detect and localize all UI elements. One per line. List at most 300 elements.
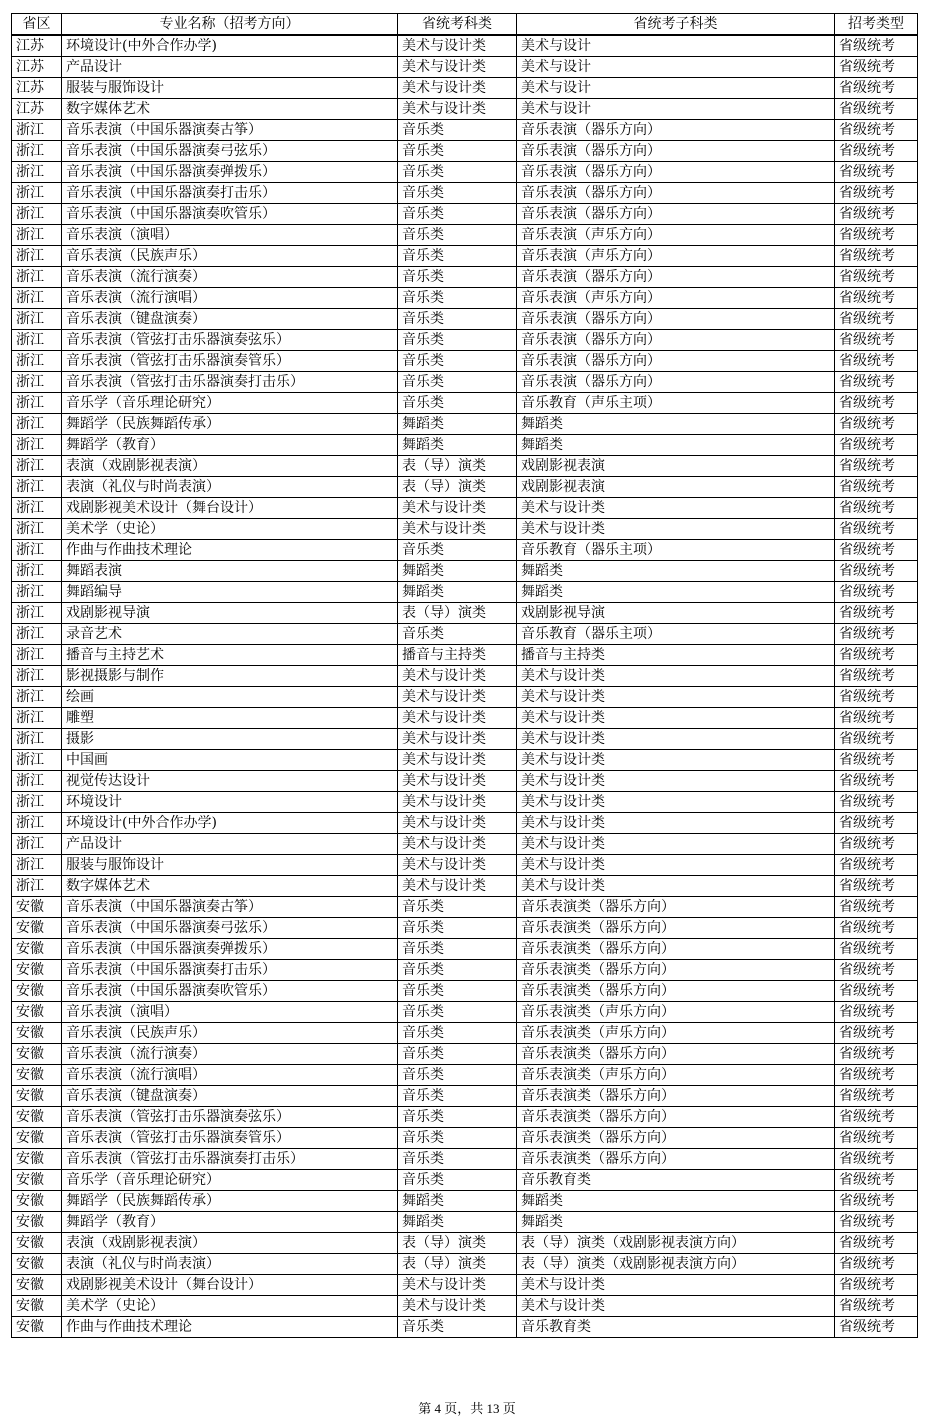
table-row: [12, 225, 918, 246]
cell-category: 音乐类: [398, 1317, 517, 1338]
cell-exam-type: 省级统考: [835, 1128, 918, 1149]
cell-major: 音乐表演（键盘演奏）: [62, 1086, 398, 1107]
table-row: [12, 603, 918, 624]
cell-major: 服装与服饰设计: [62, 855, 398, 876]
cell-province: 浙江: [12, 477, 62, 498]
cell-subcategory: 音乐表演（器乐方向）: [517, 372, 835, 393]
cell-category: 美术与设计类: [398, 1296, 517, 1317]
cell-subcategory: 美术与设计类: [517, 519, 835, 540]
cell-major: 表演（戏剧影视表演）: [62, 456, 398, 477]
cell-exam-type: 省级统考: [835, 309, 918, 330]
cell-subcategory: 音乐表演类（器乐方向）: [517, 918, 835, 939]
cell-major: 音乐表演（民族声乐）: [62, 1023, 398, 1044]
cell-province: 浙江: [12, 540, 62, 561]
cell-major: 产品设计: [62, 834, 398, 855]
table-row: [12, 708, 918, 729]
cell-major: 音乐表演（中国乐器演奏弓弦乐）: [62, 918, 398, 939]
cell-exam-type: 省级统考: [835, 351, 918, 372]
cell-category: 美术与设计类: [398, 708, 517, 729]
cell-province: 浙江: [12, 330, 62, 351]
cell-province: 安徽: [12, 1065, 62, 1086]
cell-exam-type: 省级统考: [835, 1044, 918, 1065]
table-row: [12, 99, 918, 120]
cell-major: 音乐表演（键盘演奏）: [62, 309, 398, 330]
cell-subcategory: 音乐表演（器乐方向）: [517, 351, 835, 372]
cell-category: 音乐类: [398, 267, 517, 288]
cell-exam-type: 省级统考: [835, 519, 918, 540]
cell-province: 安徽: [12, 1086, 62, 1107]
cell-exam-type: 省级统考: [835, 1296, 918, 1317]
cell-province: 安徽: [12, 1002, 62, 1023]
cell-subcategory: 音乐表演类（器乐方向）: [517, 981, 835, 1002]
table-row: [12, 1065, 918, 1086]
cell-province: 江苏: [12, 57, 62, 78]
table-row: [12, 813, 918, 834]
cell-major: 音乐表演（管弦打击乐器演奏管乐）: [62, 351, 398, 372]
cell-subcategory: 美术与设计类: [517, 1296, 835, 1317]
cell-major: 音乐表演（流行演唱）: [62, 1065, 398, 1086]
cell-category: 音乐类: [398, 120, 517, 141]
table-row: [12, 57, 918, 78]
cell-category: 音乐类: [398, 393, 517, 414]
cell-category: 音乐类: [398, 288, 517, 309]
cell-major: 音乐学（音乐理论研究）: [62, 393, 398, 414]
table-body: [12, 35, 918, 1338]
cell-exam-type: 省级统考: [835, 372, 918, 393]
cell-category: 美术与设计类: [398, 792, 517, 813]
cell-exam-type: 省级统考: [835, 1023, 918, 1044]
cell-major: 音乐表演（演唱）: [62, 1002, 398, 1023]
table-row: [12, 288, 918, 309]
cell-category: 舞蹈类: [398, 561, 517, 582]
cell-province: 安徽: [12, 1317, 62, 1338]
cell-subcategory: 美术与设计类: [517, 687, 835, 708]
cell-subcategory: 美术与设计类: [517, 729, 835, 750]
cell-subcategory: 音乐表演类（器乐方向）: [517, 960, 835, 981]
table-row: [12, 1317, 918, 1338]
cell-exam-type: 省级统考: [835, 1275, 918, 1296]
cell-province: 浙江: [12, 162, 62, 183]
cell-major: 舞蹈学（教育）: [62, 435, 398, 456]
cell-subcategory: 美术与设计类: [517, 498, 835, 519]
cell-category: 美术与设计类: [398, 855, 517, 876]
cell-subcategory: 音乐表演（器乐方向）: [517, 330, 835, 351]
cell-subcategory: 美术与设计: [517, 78, 835, 99]
cell-category: 音乐类: [398, 960, 517, 981]
cell-category: 表（导）演类: [398, 477, 517, 498]
cell-exam-type: 省级统考: [835, 330, 918, 351]
cell-subcategory: 美术与设计: [517, 57, 835, 78]
cell-major: 播音与主持艺术: [62, 645, 398, 666]
cell-province: 浙江: [12, 414, 62, 435]
cell-subcategory: 舞蹈类: [517, 561, 835, 582]
cell-province: 安徽: [12, 1170, 62, 1191]
table-row: [12, 1002, 918, 1023]
cell-category: 美术与设计类: [398, 813, 517, 834]
cell-exam-type: 省级统考: [835, 141, 918, 162]
cell-major: 服装与服饰设计: [62, 78, 398, 99]
cell-category: 音乐类: [398, 351, 517, 372]
table-row: [12, 120, 918, 141]
cell-exam-type: 省级统考: [835, 729, 918, 750]
cell-category: 音乐类: [398, 183, 517, 204]
table-row: [12, 1128, 918, 1149]
cell-major: 音乐表演（中国乐器演奏打击乐）: [62, 960, 398, 981]
cell-category: 音乐类: [398, 330, 517, 351]
cell-province: 浙江: [12, 456, 62, 477]
cell-category: 表（导）演类: [398, 1254, 517, 1275]
cell-province: 安徽: [12, 939, 62, 960]
cell-province: 浙江: [12, 666, 62, 687]
cell-subcategory: 戏剧影视表演: [517, 456, 835, 477]
table-row: [12, 792, 918, 813]
cell-province: 浙江: [12, 309, 62, 330]
cell-subcategory: 音乐表演（器乐方向）: [517, 120, 835, 141]
table-row: [12, 876, 918, 897]
cell-major: 作曲与作曲技术理论: [62, 540, 398, 561]
cell-subcategory: 音乐表演类（声乐方向）: [517, 1023, 835, 1044]
cell-major: 舞蹈学（教育）: [62, 1212, 398, 1233]
cell-major: 数字媒体艺术: [62, 99, 398, 120]
cell-province: 安徽: [12, 1233, 62, 1254]
cell-major: 戏剧影视美术设计（舞台设计）: [62, 1275, 398, 1296]
cell-major: 音乐表演（中国乐器演奏弓弦乐）: [62, 141, 398, 162]
cell-province: 浙江: [12, 435, 62, 456]
cell-subcategory: 音乐表演类（声乐方向）: [517, 1002, 835, 1023]
cell-province: 浙江: [12, 372, 62, 393]
cell-exam-type: 省级统考: [835, 792, 918, 813]
cell-subcategory: 美术与设计类: [517, 834, 835, 855]
table-row: [12, 1191, 918, 1212]
cell-major: 戏剧影视美术设计（舞台设计）: [62, 498, 398, 519]
cell-subcategory: 音乐表演（声乐方向）: [517, 288, 835, 309]
table-row: [12, 498, 918, 519]
table-row: [12, 750, 918, 771]
table-row: [12, 372, 918, 393]
cell-subcategory: 音乐表演（器乐方向）: [517, 141, 835, 162]
cell-exam-type: 省级统考: [835, 1254, 918, 1275]
table-header-row: [12, 14, 918, 36]
cell-province: 浙江: [12, 813, 62, 834]
cell-subcategory: 美术与设计类: [517, 666, 835, 687]
cell-exam-type: 省级统考: [835, 1002, 918, 1023]
table-row: [12, 645, 918, 666]
table-row: [12, 834, 918, 855]
cell-subcategory: 美术与设计类: [517, 855, 835, 876]
cell-exam-type: 省级统考: [835, 393, 918, 414]
table-row: [12, 897, 918, 918]
cell-exam-type: 省级统考: [835, 624, 918, 645]
cell-category: 音乐类: [398, 918, 517, 939]
table-row: [12, 1233, 918, 1254]
cell-province: 安徽: [12, 1107, 62, 1128]
cell-major: 音乐表演（管弦打击乐器演奏弦乐）: [62, 1107, 398, 1128]
cell-subcategory: 音乐表演（声乐方向）: [517, 225, 835, 246]
cell-major: 表演（戏剧影视表演）: [62, 1233, 398, 1254]
table-row: [12, 477, 918, 498]
cell-major: 音乐表演（演唱）: [62, 225, 398, 246]
cell-category: 音乐类: [398, 540, 517, 561]
cell-category: 美术与设计类: [398, 750, 517, 771]
table-row: [12, 246, 918, 267]
cell-exam-type: 省级统考: [835, 204, 918, 225]
cell-category: 音乐类: [398, 225, 517, 246]
cell-category: 音乐类: [398, 897, 517, 918]
cell-subcategory: 美术与设计类: [517, 1275, 835, 1296]
table-row: [12, 1254, 918, 1275]
table-row: [12, 981, 918, 1002]
cell-category: 播音与主持类: [398, 645, 517, 666]
cell-exam-type: 省级统考: [835, 1191, 918, 1212]
enrollment-table: [11, 13, 918, 1338]
cell-province: 浙江: [12, 267, 62, 288]
cell-subcategory: 音乐教育（声乐主项）: [517, 393, 835, 414]
table-row: [12, 1170, 918, 1191]
table-row: [12, 309, 918, 330]
table-row: [12, 330, 918, 351]
cell-subcategory: 戏剧影视导演: [517, 603, 835, 624]
cell-major: 音乐表演（管弦打击乐器演奏打击乐）: [62, 1149, 398, 1170]
cell-category: 音乐类: [398, 141, 517, 162]
table-row: [12, 582, 918, 603]
cell-major: 环境设计(中外合作办学): [62, 35, 398, 57]
cell-exam-type: 省级统考: [835, 1233, 918, 1254]
cell-subcategory: 音乐表演类（器乐方向）: [517, 1086, 835, 1107]
cell-province: 浙江: [12, 183, 62, 204]
cell-major: 摄影: [62, 729, 398, 750]
cell-exam-type: 省级统考: [835, 918, 918, 939]
cell-exam-type: 省级统考: [835, 414, 918, 435]
cell-major: 舞蹈学（民族舞蹈传承）: [62, 414, 398, 435]
table-row: [12, 414, 918, 435]
cell-subcategory: 音乐表演类（器乐方向）: [517, 1107, 835, 1128]
cell-exam-type: 省级统考: [835, 855, 918, 876]
header-province: 省区: [12, 14, 62, 36]
cell-exam-type: 省级统考: [835, 834, 918, 855]
cell-major: 音乐表演（中国乐器演奏吹管乐）: [62, 981, 398, 1002]
table-row: [12, 519, 918, 540]
cell-category: 音乐类: [398, 162, 517, 183]
cell-major: 音乐表演（中国乐器演奏弹拨乐）: [62, 939, 398, 960]
cell-major: 环境设计: [62, 792, 398, 813]
cell-major: 音乐表演（中国乐器演奏打击乐）: [62, 183, 398, 204]
cell-province: 浙江: [12, 687, 62, 708]
cell-exam-type: 省级统考: [835, 960, 918, 981]
cell-province: 浙江: [12, 246, 62, 267]
cell-major: 音乐表演（管弦打击乐器演奏打击乐）: [62, 372, 398, 393]
table-row: [12, 729, 918, 750]
cell-province: 江苏: [12, 35, 62, 57]
cell-province: 安徽: [12, 981, 62, 1002]
cell-province: 浙江: [12, 855, 62, 876]
cell-exam-type: 省级统考: [835, 225, 918, 246]
cell-category: 舞蹈类: [398, 1191, 517, 1212]
cell-subcategory: 表（导）演类（戏剧影视表演方向）: [517, 1254, 835, 1275]
cell-exam-type: 省级统考: [835, 99, 918, 120]
cell-exam-type: 省级统考: [835, 183, 918, 204]
cell-province: 安徽: [12, 897, 62, 918]
cell-province: 浙江: [12, 624, 62, 645]
table-row: [12, 624, 918, 645]
cell-exam-type: 省级统考: [835, 35, 918, 57]
cell-province: 浙江: [12, 351, 62, 372]
cell-major: 音乐表演（民族声乐）: [62, 246, 398, 267]
cell-exam-type: 省级统考: [835, 897, 918, 918]
cell-subcategory: 舞蹈类: [517, 1212, 835, 1233]
header-major: 专业名称（招考方向）: [62, 14, 398, 36]
cell-subcategory: 音乐表演（器乐方向）: [517, 204, 835, 225]
cell-major: 视觉传达设计: [62, 771, 398, 792]
cell-exam-type: 省级统考: [835, 435, 918, 456]
cell-category: 美术与设计类: [398, 35, 517, 57]
cell-category: 美术与设计类: [398, 498, 517, 519]
cell-major: 音乐表演（中国乐器演奏古筝）: [62, 120, 398, 141]
cell-category: 音乐类: [398, 624, 517, 645]
cell-subcategory: 舞蹈类: [517, 414, 835, 435]
cell-category: 音乐类: [398, 981, 517, 1002]
cell-category: 舞蹈类: [398, 582, 517, 603]
cell-subcategory: 音乐表演类（器乐方向）: [517, 1149, 835, 1170]
table-row: [12, 1107, 918, 1128]
cell-category: 音乐类: [398, 1023, 517, 1044]
cell-exam-type: 省级统考: [835, 708, 918, 729]
cell-province: 安徽: [12, 1023, 62, 1044]
cell-subcategory: 播音与主持类: [517, 645, 835, 666]
cell-province: 浙江: [12, 834, 62, 855]
cell-province: 浙江: [12, 645, 62, 666]
cell-subcategory: 舞蹈类: [517, 435, 835, 456]
cell-category: 美术与设计类: [398, 666, 517, 687]
cell-province: 浙江: [12, 204, 62, 225]
cell-category: 美术与设计类: [398, 834, 517, 855]
table-row: [12, 960, 918, 981]
table-row: [12, 771, 918, 792]
cell-province: 安徽: [12, 1191, 62, 1212]
cell-category: 音乐类: [398, 1149, 517, 1170]
cell-province: 安徽: [12, 1212, 62, 1233]
cell-province: 江苏: [12, 78, 62, 99]
cell-category: 表（导）演类: [398, 1233, 517, 1254]
table-row: [12, 1086, 918, 1107]
cell-subcategory: 美术与设计类: [517, 771, 835, 792]
cell-major: 产品设计: [62, 57, 398, 78]
cell-major: 音乐表演（中国乐器演奏吹管乐）: [62, 204, 398, 225]
table-row: [12, 918, 918, 939]
cell-major: 舞蹈学（民族舞蹈传承）: [62, 1191, 398, 1212]
cell-exam-type: 省级统考: [835, 456, 918, 477]
cell-category: 美术与设计类: [398, 1275, 517, 1296]
header-exam-type: 招考类型: [835, 14, 918, 36]
cell-province: 浙江: [12, 771, 62, 792]
cell-province: 安徽: [12, 918, 62, 939]
cell-exam-type: 省级统考: [835, 1149, 918, 1170]
cell-major: 表演（礼仪与时尚表演）: [62, 1254, 398, 1275]
table-row: [12, 456, 918, 477]
table-row: [12, 162, 918, 183]
table-row: [12, 1275, 918, 1296]
cell-subcategory: 音乐教育类: [517, 1317, 835, 1338]
cell-province: 浙江: [12, 582, 62, 603]
table-row: [12, 561, 918, 582]
cell-province: 安徽: [12, 1275, 62, 1296]
table-row: [12, 687, 918, 708]
cell-exam-type: 省级统考: [835, 1107, 918, 1128]
table-row: [12, 183, 918, 204]
cell-subcategory: 音乐表演类（器乐方向）: [517, 897, 835, 918]
table-row: [12, 393, 918, 414]
cell-category: 美术与设计类: [398, 771, 517, 792]
cell-subcategory: 表（导）演类（戏剧影视表演方向）: [517, 1233, 835, 1254]
cell-province: 浙江: [12, 876, 62, 897]
cell-subcategory: 音乐表演（声乐方向）: [517, 246, 835, 267]
cell-major: 表演（礼仪与时尚表演）: [62, 477, 398, 498]
cell-major: 录音艺术: [62, 624, 398, 645]
cell-province: 浙江: [12, 603, 62, 624]
cell-subcategory: 美术与设计类: [517, 813, 835, 834]
table-row: [12, 141, 918, 162]
cell-province: 浙江: [12, 519, 62, 540]
cell-category: 音乐类: [398, 246, 517, 267]
cell-major: 中国画: [62, 750, 398, 771]
cell-province: 安徽: [12, 1128, 62, 1149]
table-row: [12, 855, 918, 876]
table-row: [12, 540, 918, 561]
cell-exam-type: 省级统考: [835, 1065, 918, 1086]
cell-category: 音乐类: [398, 1002, 517, 1023]
cell-major: 舞蹈表演: [62, 561, 398, 582]
cell-category: 表（导）演类: [398, 456, 517, 477]
cell-major: 环境设计(中外合作办学): [62, 813, 398, 834]
table-row: [12, 1149, 918, 1170]
cell-subcategory: 戏剧影视表演: [517, 477, 835, 498]
cell-subcategory: 音乐表演类（器乐方向）: [517, 939, 835, 960]
cell-exam-type: 省级统考: [835, 981, 918, 1002]
cell-exam-type: 省级统考: [835, 561, 918, 582]
cell-category: 美术与设计类: [398, 519, 517, 540]
table-row: [12, 1212, 918, 1233]
cell-exam-type: 省级统考: [835, 1170, 918, 1191]
cell-exam-type: 省级统考: [835, 1317, 918, 1338]
table-row: [12, 351, 918, 372]
page-footer: 第 4 页，共 13 页: [418, 1401, 516, 1416]
cell-category: 音乐类: [398, 1086, 517, 1107]
cell-major: 音乐表演（流行演奏）: [62, 267, 398, 288]
table-row: [12, 35, 918, 57]
cell-subcategory: 音乐表演类（器乐方向）: [517, 1128, 835, 1149]
cell-province: 江苏: [12, 99, 62, 120]
cell-category: 音乐类: [398, 1065, 517, 1086]
header-category: 省统考科类: [398, 14, 517, 36]
cell-major: 音乐表演（管弦打击乐器演奏管乐）: [62, 1128, 398, 1149]
cell-category: 舞蹈类: [398, 414, 517, 435]
cell-major: 雕塑: [62, 708, 398, 729]
cell-province: 浙江: [12, 393, 62, 414]
cell-exam-type: 省级统考: [835, 939, 918, 960]
cell-province: 浙江: [12, 225, 62, 246]
cell-category: 美术与设计类: [398, 687, 517, 708]
cell-category: 舞蹈类: [398, 1212, 517, 1233]
cell-exam-type: 省级统考: [835, 1212, 918, 1233]
header-subcategory: 省统考子科类: [517, 14, 835, 36]
cell-category: 美术与设计类: [398, 99, 517, 120]
table-row: [12, 435, 918, 456]
cell-category: 音乐类: [398, 939, 517, 960]
cell-exam-type: 省级统考: [835, 78, 918, 99]
cell-category: 音乐类: [398, 1044, 517, 1065]
cell-category: 表（导）演类: [398, 603, 517, 624]
cell-exam-type: 省级统考: [835, 162, 918, 183]
cell-exam-type: 省级统考: [835, 645, 918, 666]
